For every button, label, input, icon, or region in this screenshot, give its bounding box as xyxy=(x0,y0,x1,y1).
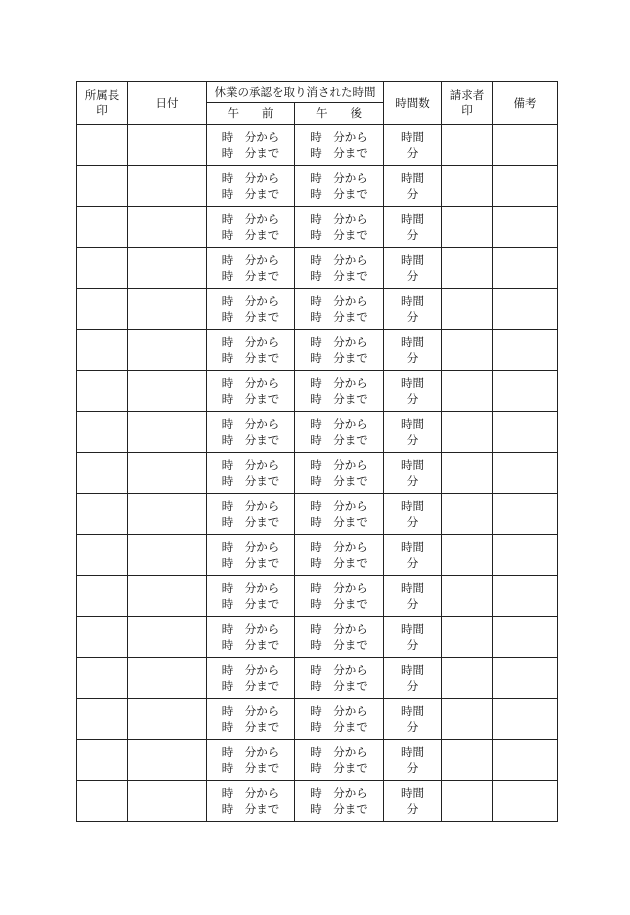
am-time-cell[interactable] xyxy=(207,494,295,535)
minutes-unit-text: 分 xyxy=(406,761,419,775)
pm-to-text: 時 分まで xyxy=(310,351,368,365)
pm-from-text: 時 分から xyxy=(310,581,368,595)
pm-to-text: 時 分まで xyxy=(310,392,368,406)
am-to-text: 時 分まで xyxy=(221,351,280,365)
pm-from-text: 時 分から xyxy=(310,499,368,513)
pm-from-text: 時 分から xyxy=(310,417,368,431)
hours-cell[interactable] xyxy=(384,412,442,453)
hours-cell[interactable] xyxy=(384,207,442,248)
table-row xyxy=(77,617,558,658)
pm-to-text: 時 分まで xyxy=(310,433,368,447)
pm-from-text: 時 分から xyxy=(310,704,368,718)
pm-from-text: 時 分から xyxy=(310,171,368,185)
header-requester-seal-label: 印 xyxy=(461,103,473,117)
requester-seal-cell[interactable] xyxy=(442,699,493,740)
hours-cell[interactable] xyxy=(384,781,442,822)
am-to-text: 時 分まで xyxy=(221,515,280,529)
remarks-cell[interactable] xyxy=(493,781,558,822)
pm-time-cell[interactable] xyxy=(295,699,384,740)
am-time-cell[interactable] xyxy=(207,248,295,289)
supervisor-seal-cell[interactable] xyxy=(77,207,128,248)
am-from-text: 時 分から xyxy=(221,540,280,554)
hours-cell[interactable] xyxy=(384,289,442,330)
minutes-unit-text: 分 xyxy=(406,679,419,693)
hours-unit-text: 時間 xyxy=(401,130,424,144)
am-to-text: 時 分まで xyxy=(221,474,280,488)
pm-to-text: 時 分まで xyxy=(310,802,368,816)
table-row xyxy=(77,330,558,371)
pm-time-cell[interactable] xyxy=(295,617,384,658)
hours-unit-text: 時間 xyxy=(401,458,424,472)
pm-time-cell[interactable] xyxy=(295,207,384,248)
am-time-cell[interactable] xyxy=(207,699,295,740)
table-row xyxy=(77,412,558,453)
pm-to-text: 時 分まで xyxy=(310,679,368,693)
hours-cell[interactable] xyxy=(384,617,442,658)
table-row xyxy=(77,740,558,781)
am-to-text: 時 分まで xyxy=(221,761,280,775)
am-from-text: 時 分から xyxy=(221,212,280,226)
minutes-unit-text: 分 xyxy=(406,269,419,283)
requester-seal-cell[interactable] xyxy=(442,494,493,535)
date-cell[interactable] xyxy=(128,658,207,699)
requester-seal-cell[interactable] xyxy=(442,576,493,617)
supervisor-seal-cell[interactable] xyxy=(77,576,128,617)
am-to-text: 時 分まで xyxy=(221,269,280,283)
date-cell[interactable] xyxy=(128,125,207,166)
pm-from-text: 時 分から xyxy=(310,663,368,677)
remarks-cell[interactable] xyxy=(493,248,558,289)
pm-from-text: 時 分から xyxy=(310,376,368,390)
table-row xyxy=(77,535,558,576)
date-cell[interactable] xyxy=(128,248,207,289)
requester-seal-cell[interactable] xyxy=(442,248,493,289)
supervisor-seal-cell[interactable] xyxy=(77,740,128,781)
am-to-text: 時 分まで xyxy=(221,802,280,816)
minutes-unit-text: 分 xyxy=(406,433,419,447)
table-row xyxy=(77,494,558,535)
remarks-cell[interactable] xyxy=(493,371,558,412)
table-row xyxy=(77,699,558,740)
pm-time-cell[interactable] xyxy=(295,371,384,412)
hours-cell[interactable] xyxy=(384,248,442,289)
hours-unit-text: 時間 xyxy=(401,745,424,759)
hours-cell[interactable] xyxy=(384,453,442,494)
hours-unit-text: 時間 xyxy=(401,171,424,185)
date-cell[interactable] xyxy=(128,453,207,494)
table-row xyxy=(77,658,558,699)
supervisor-seal-cell[interactable] xyxy=(77,330,128,371)
minutes-unit-text: 分 xyxy=(406,638,419,652)
am-to-text: 時 分まで xyxy=(221,146,280,160)
hours-cell[interactable] xyxy=(384,576,442,617)
am-time-cell[interactable] xyxy=(207,535,295,576)
pm-from-text: 時 分から xyxy=(310,745,368,759)
table-row xyxy=(77,289,558,330)
am-time-cell[interactable] xyxy=(207,289,295,330)
am-from-text: 時 分から xyxy=(221,745,280,759)
hours-cell[interactable] xyxy=(384,658,442,699)
header-supervisor-label: 所属長 xyxy=(84,88,120,102)
date-cell[interactable] xyxy=(128,494,207,535)
pm-time-cell[interactable] xyxy=(295,781,384,822)
am-from-text: 時 分から xyxy=(221,663,280,677)
pm-from-text: 時 分から xyxy=(310,786,368,800)
pm-to-text: 時 分まで xyxy=(310,597,368,611)
minutes-unit-text: 分 xyxy=(406,146,419,160)
hours-unit-text: 時間 xyxy=(401,294,424,308)
remarks-cell[interactable] xyxy=(493,166,558,207)
am-to-text: 時 分まで xyxy=(221,187,280,201)
pm-to-text: 時 分まで xyxy=(310,638,368,652)
am-time-cell[interactable] xyxy=(207,125,295,166)
hours-cell[interactable] xyxy=(384,125,442,166)
date-cell[interactable] xyxy=(128,412,207,453)
date-cell[interactable] xyxy=(128,371,207,412)
hours-unit-text: 時間 xyxy=(401,540,424,554)
requester-seal-cell[interactable] xyxy=(442,412,493,453)
am-time-cell[interactable] xyxy=(207,371,295,412)
am-time-cell[interactable] xyxy=(207,576,295,617)
pm-to-text: 時 分まで xyxy=(310,556,368,570)
table-row xyxy=(77,371,558,412)
requester-seal-cell[interactable] xyxy=(442,330,493,371)
hours-unit-text: 時間 xyxy=(401,581,424,595)
remarks-cell[interactable] xyxy=(493,576,558,617)
am-time-cell[interactable] xyxy=(207,207,295,248)
date-cell[interactable] xyxy=(128,740,207,781)
supervisor-seal-cell[interactable] xyxy=(77,781,128,822)
header-supervisor-seal xyxy=(77,82,128,125)
am-to-text: 時 分まで xyxy=(221,638,280,652)
am-from-text: 時 分から xyxy=(221,417,280,431)
am-from-text: 時 分から xyxy=(221,376,280,390)
am-from-text: 時 分から xyxy=(221,499,280,513)
requester-seal-cell[interactable] xyxy=(442,207,493,248)
table-body xyxy=(77,125,558,822)
minutes-unit-text: 分 xyxy=(406,187,419,201)
hours-unit-text: 時間 xyxy=(401,499,424,513)
supervisor-seal-cell[interactable] xyxy=(77,617,128,658)
leave-cancellation-table xyxy=(76,81,558,822)
pm-from-text: 時 分から xyxy=(310,130,368,144)
am-from-text: 時 分から xyxy=(221,622,280,636)
table-header xyxy=(77,82,558,125)
hours-cell[interactable] xyxy=(384,699,442,740)
remarks-cell[interactable] xyxy=(493,617,558,658)
remarks-cell[interactable] xyxy=(493,740,558,781)
am-time-cell[interactable] xyxy=(207,740,295,781)
pm-from-text: 時 分から xyxy=(310,212,368,226)
am-to-text: 時 分まで xyxy=(221,720,280,734)
am-from-text: 時 分から xyxy=(221,130,280,144)
minutes-unit-text: 分 xyxy=(406,802,419,816)
pm-time-cell[interactable] xyxy=(295,166,384,207)
pm-time-cell[interactable] xyxy=(295,494,384,535)
date-cell[interactable] xyxy=(128,576,207,617)
am-time-cell[interactable] xyxy=(207,412,295,453)
header-remarks: 備考 xyxy=(493,82,558,125)
header-requester-label: 請求者 xyxy=(449,88,485,102)
pm-from-text: 時 分から xyxy=(310,622,368,636)
hours-cell[interactable] xyxy=(384,740,442,781)
requester-seal-cell[interactable] xyxy=(442,535,493,576)
pm-to-text: 時 分まで xyxy=(310,146,368,160)
minutes-unit-text: 分 xyxy=(406,351,419,365)
supervisor-seal-cell[interactable] xyxy=(77,699,128,740)
date-cell[interactable] xyxy=(128,617,207,658)
pm-time-cell[interactable] xyxy=(295,412,384,453)
header-am: 午 前 xyxy=(207,103,295,125)
am-time-cell[interactable] xyxy=(207,330,295,371)
pm-from-text: 時 分から xyxy=(310,458,368,472)
hours-cell[interactable] xyxy=(384,166,442,207)
requester-seal-cell[interactable] xyxy=(442,371,493,412)
am-from-text: 時 分から xyxy=(221,786,280,800)
pm-time-cell[interactable] xyxy=(295,535,384,576)
remarks-cell[interactable] xyxy=(493,453,558,494)
minutes-unit-text: 分 xyxy=(406,515,419,529)
am-from-text: 時 分から xyxy=(221,171,280,185)
am-time-cell[interactable] xyxy=(207,658,295,699)
hours-cell[interactable] xyxy=(384,330,442,371)
pm-from-text: 時 分から xyxy=(310,253,368,267)
am-time-cell[interactable] xyxy=(207,166,295,207)
pm-to-text: 時 分まで xyxy=(310,310,368,324)
am-time-cell[interactable] xyxy=(207,781,295,822)
requester-seal-cell[interactable] xyxy=(442,166,493,207)
pm-from-text: 時 分から xyxy=(310,540,368,554)
am-to-text: 時 分まで xyxy=(221,679,280,693)
pm-from-text: 時 分から xyxy=(310,294,368,308)
header-requester-seal xyxy=(442,82,493,125)
requester-seal-cell[interactable] xyxy=(442,289,493,330)
table-row xyxy=(77,166,558,207)
pm-time-cell[interactable] xyxy=(295,740,384,781)
remarks-cell[interactable] xyxy=(493,125,558,166)
pm-to-text: 時 分まで xyxy=(310,269,368,283)
pm-time-cell[interactable] xyxy=(295,125,384,166)
pm-to-text: 時 分まで xyxy=(310,720,368,734)
supervisor-seal-cell[interactable] xyxy=(77,289,128,330)
supervisor-seal-cell[interactable] xyxy=(77,412,128,453)
hours-cell[interactable] xyxy=(384,494,442,535)
am-from-text: 時 分から xyxy=(221,335,280,349)
am-time-cell[interactable] xyxy=(207,617,295,658)
date-cell[interactable] xyxy=(128,330,207,371)
hours-unit-text: 時間 xyxy=(401,704,424,718)
am-from-text: 時 分から xyxy=(221,253,280,267)
table-row xyxy=(77,207,558,248)
am-to-text: 時 分まで xyxy=(221,228,280,242)
table-row xyxy=(77,576,558,617)
minutes-unit-text: 分 xyxy=(406,228,419,242)
hours-unit-text: 時間 xyxy=(401,335,424,349)
remarks-cell[interactable] xyxy=(493,289,558,330)
am-time-cell[interactable] xyxy=(207,453,295,494)
hours-unit-text: 時間 xyxy=(401,417,424,431)
requester-seal-cell[interactable] xyxy=(442,453,493,494)
hours-unit-text: 時間 xyxy=(401,253,424,267)
supervisor-seal-cell[interactable] xyxy=(77,166,128,207)
pm-from-text: 時 分から xyxy=(310,335,368,349)
am-from-text: 時 分から xyxy=(221,458,280,472)
am-from-text: 時 分から xyxy=(221,294,280,308)
remarks-cell[interactable] xyxy=(493,207,558,248)
table-row xyxy=(77,453,558,494)
am-to-text: 時 分まで xyxy=(221,556,280,570)
requester-seal-cell[interactable] xyxy=(442,740,493,781)
minutes-unit-text: 分 xyxy=(406,474,419,488)
remarks-cell[interactable] xyxy=(493,535,558,576)
minutes-unit-text: 分 xyxy=(406,597,419,611)
header-supervisor-seal-label: 印 xyxy=(96,103,108,117)
am-from-text: 時 分から xyxy=(221,704,280,718)
hours-unit-text: 時間 xyxy=(401,663,424,677)
remarks-cell[interactable] xyxy=(493,330,558,371)
minutes-unit-text: 分 xyxy=(406,392,419,406)
supervisor-seal-cell[interactable] xyxy=(77,535,128,576)
hours-cell[interactable] xyxy=(384,371,442,412)
am-to-text: 時 分まで xyxy=(221,392,280,406)
table-row xyxy=(77,125,558,166)
requester-seal-cell[interactable] xyxy=(442,658,493,699)
remarks-cell[interactable] xyxy=(493,494,558,535)
pm-to-text: 時 分まで xyxy=(310,228,368,242)
minutes-unit-text: 分 xyxy=(406,310,419,324)
date-cell[interactable] xyxy=(128,535,207,576)
am-from-text: 時 分から xyxy=(221,581,280,595)
requester-seal-cell[interactable] xyxy=(442,125,493,166)
minutes-unit-text: 分 xyxy=(406,720,419,734)
remarks-cell[interactable] xyxy=(493,412,558,453)
pm-time-cell[interactable] xyxy=(295,248,384,289)
remarks-cell[interactable] xyxy=(493,699,558,740)
pm-time-cell[interactable] xyxy=(295,289,384,330)
date-cell[interactable] xyxy=(128,289,207,330)
date-cell[interactable] xyxy=(128,699,207,740)
pm-to-text: 時 分まで xyxy=(310,187,368,201)
requester-seal-cell[interactable] xyxy=(442,781,493,822)
requester-seal-cell[interactable] xyxy=(442,617,493,658)
date-cell[interactable] xyxy=(128,207,207,248)
supervisor-seal-cell[interactable] xyxy=(77,494,128,535)
hours-unit-text: 時間 xyxy=(401,786,424,800)
hours-unit-text: 時間 xyxy=(401,376,424,390)
header-date: 日付 xyxy=(128,82,207,125)
supervisor-seal-cell[interactable] xyxy=(77,658,128,699)
pm-to-text: 時 分まで xyxy=(310,474,368,488)
pm-time-cell[interactable] xyxy=(295,658,384,699)
date-cell[interactable] xyxy=(128,781,207,822)
supervisor-seal-cell[interactable] xyxy=(77,453,128,494)
pm-time-cell[interactable] xyxy=(295,453,384,494)
date-cell[interactable] xyxy=(128,166,207,207)
header-pm: 午 後 xyxy=(295,103,384,125)
header-hours: 時間数 xyxy=(384,82,442,125)
supervisor-seal-cell[interactable] xyxy=(77,125,128,166)
header-cancelled-time: 休業の承認を取り消された時間 xyxy=(207,82,384,103)
table-row xyxy=(77,781,558,822)
table-row xyxy=(77,248,558,289)
pm-to-text: 時 分まで xyxy=(310,761,368,775)
hours-unit-text: 時間 xyxy=(401,622,424,636)
minutes-unit-text: 分 xyxy=(406,556,419,570)
hours-unit-text: 時間 xyxy=(401,212,424,226)
pm-time-cell[interactable] xyxy=(295,330,384,371)
am-to-text: 時 分まで xyxy=(221,597,280,611)
pm-to-text: 時 分まで xyxy=(310,515,368,529)
supervisor-seal-cell[interactable] xyxy=(77,371,128,412)
pm-time-cell[interactable] xyxy=(295,576,384,617)
supervisor-seal-cell[interactable] xyxy=(77,248,128,289)
am-to-text: 時 分まで xyxy=(221,433,280,447)
hours-cell[interactable] xyxy=(384,535,442,576)
remarks-cell[interactable] xyxy=(493,658,558,699)
am-to-text: 時 分まで xyxy=(221,310,280,324)
